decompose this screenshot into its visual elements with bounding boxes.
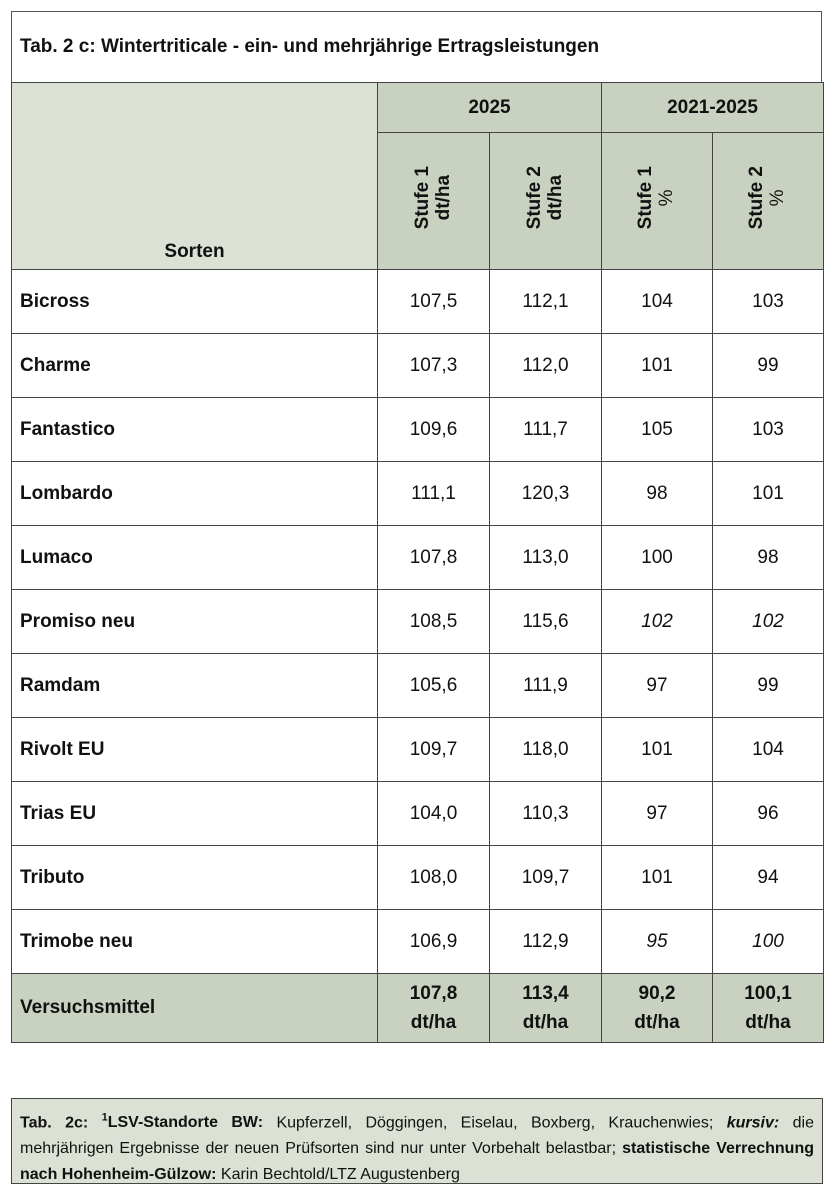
variety-name: Tributo (12, 846, 378, 910)
value-cell-4: 102 (713, 590, 824, 654)
footnote-stat-text: Karin Bechtold/LTZ Augustenberg (220, 1166, 460, 1184)
value-cell-3: 101 (602, 846, 713, 910)
value-cell-4: 99 (713, 654, 824, 718)
table-title: Tab. 2 c: Wintertriticale - ein- und mehrjährige Ertragsleistungen (11, 11, 822, 82)
value-cell-1: 109,6 (378, 398, 490, 462)
mean-value-1: 107,8 (409, 982, 458, 1004)
value-cell-4: 104 (713, 718, 824, 782)
table-body (12, 270, 824, 974)
value-cell-2: 111,9 (490, 654, 602, 718)
value-cell-1: 107,8 (378, 526, 490, 590)
variety-name: Charme (12, 334, 378, 398)
value-cell-2: 110,3 (490, 782, 602, 846)
value-cell-3: 105 (602, 398, 713, 462)
mean-label: Versuchsmittel (12, 974, 378, 1043)
value-cell-2: 112,9 (490, 910, 602, 974)
table-row (12, 718, 824, 782)
value-cell-1: 108,0 (378, 846, 490, 910)
value-cell-4: 100 (713, 910, 824, 974)
value-cell-1: 106,9 (378, 910, 490, 974)
mean-row (12, 974, 824, 1043)
table-row (12, 782, 824, 846)
mean-cell-3 (602, 974, 713, 1043)
col-4-label: Stufe 2 (746, 166, 768, 230)
col-2-unit: dt/ha (544, 175, 566, 221)
value-cell-1: 108,5 (378, 590, 490, 654)
footnote-standorte-label: LSV-Standorte BW: (107, 1114, 264, 1132)
variety-name: Lumaco (12, 526, 378, 590)
variety-name: Ramdam (12, 654, 378, 718)
variety-name: Promiso neu (12, 590, 378, 654)
yield-table (11, 82, 824, 1043)
table-row (12, 334, 824, 398)
col-header-2 (490, 133, 602, 270)
variety-name: Trimobe neu (12, 910, 378, 974)
col-1-label: Stufe 1 (411, 166, 433, 230)
variety-name: Bicross (12, 270, 378, 334)
table-row (12, 462, 824, 526)
value-cell-1: 105,6 (378, 654, 490, 718)
col-header-1 (378, 133, 490, 270)
value-cell-2: 112,0 (490, 334, 602, 398)
col-3-label: Stufe 1 (635, 166, 657, 230)
col-4-unit: % (767, 189, 788, 207)
value-cell-3: 101 (602, 718, 713, 782)
value-cell-2: 118,0 (490, 718, 602, 782)
mean-unit-1: dt/ha (410, 1012, 457, 1033)
table-row (12, 846, 824, 910)
mean-cell-4 (713, 974, 824, 1043)
value-cell-4: 98 (713, 526, 824, 590)
value-cell-2: 115,6 (490, 590, 602, 654)
value-cell-2: 109,7 (490, 846, 602, 910)
mean-unit-4: dt/ha (745, 1012, 791, 1033)
value-cell-3: 104 (602, 270, 713, 334)
mean-cell-2 (490, 974, 602, 1043)
value-cell-3: 100 (602, 526, 713, 590)
mean-unit-2: dt/ha (522, 1012, 569, 1033)
sorten-header: Sorten (12, 83, 378, 270)
variety-name: Lombardo (12, 462, 378, 526)
value-cell-3: 97 (602, 782, 713, 846)
footnote (11, 1098, 823, 1184)
value-cell-1: 109,7 (378, 718, 490, 782)
value-cell-4: 103 (713, 398, 824, 462)
col-header-3 (602, 133, 713, 270)
period-2021-2025-header: 2021-2025 (602, 83, 824, 133)
mean-value-4: 100,1 (744, 982, 792, 1004)
footnote-kursiv-text: die mehrjährigen Ergebnisse der neuen Prüfsorten sind nur unter Vorbehalt belastbar; (20, 1114, 814, 1158)
footnote-kursiv-label: kursiv: (726, 1114, 780, 1132)
value-cell-4: 99 (713, 334, 824, 398)
value-cell-2: 112,1 (490, 270, 602, 334)
value-cell-1: 107,5 (378, 270, 490, 334)
period-2025-header: 2025 (378, 83, 602, 133)
col-header-4 (713, 133, 824, 270)
table-row (12, 590, 824, 654)
value-cell-2: 111,7 (490, 398, 602, 462)
mean-cell-1 (378, 974, 490, 1043)
value-cell-4: 96 (713, 782, 824, 846)
footnote-standorte: Kupferzell, Döggingen, Eiselau, Boxberg, Krauchenwies; (276, 1114, 714, 1132)
value-cell-1: 107,3 (378, 334, 490, 398)
footnote-prefix: Tab. 2c: (20, 1114, 89, 1132)
value-cell-2: 113,0 (490, 526, 602, 590)
value-cell-2: 120,3 (490, 462, 602, 526)
value-cell-1: 104,0 (378, 782, 490, 846)
value-cell-3: 97 (602, 654, 713, 718)
table-row (12, 910, 824, 974)
value-cell-3: 98 (602, 462, 713, 526)
table-row (12, 526, 824, 590)
value-cell-4: 94 (713, 846, 824, 910)
variety-name: Trias EU (12, 782, 378, 846)
col-3-unit: % (656, 189, 677, 207)
variety-name: Rivolt EU (12, 718, 378, 782)
mean-unit-3: dt/ha (634, 1012, 680, 1033)
variety-name: Fantastico (12, 398, 378, 462)
table-row (12, 270, 824, 334)
col-1-unit: dt/ha (432, 175, 454, 221)
value-cell-3: 102 (602, 590, 713, 654)
footnote-stat-label: statistische Verrechnung nach Hohenheim-Gülzow: (20, 1140, 814, 1184)
value-cell-1: 111,1 (378, 462, 490, 526)
footnote-superscript: 1 (101, 1112, 108, 1124)
value-cell-3: 95 (602, 910, 713, 974)
col-2-label: Stufe 2 (523, 166, 545, 230)
mean-value-2: 113,4 (522, 982, 569, 1004)
value-cell-4: 101 (713, 462, 824, 526)
mean-value-3: 90,2 (638, 982, 676, 1004)
value-cell-3: 101 (602, 334, 713, 398)
table-row (12, 398, 824, 462)
table-row (12, 654, 824, 718)
value-cell-4: 103 (713, 270, 824, 334)
